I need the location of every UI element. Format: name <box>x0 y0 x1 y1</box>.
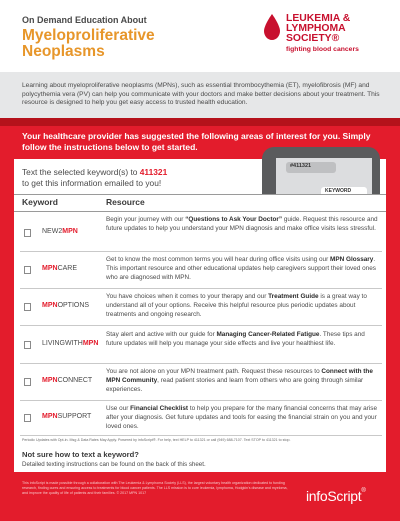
resource-description: Get to know the most common terms you will hear during office visits using our MPN Glossary. This important resource and other educational updates help caregivers support their loved ones who are diagnosed with MPN. <box>106 256 376 281</box>
phone-keyword: KEYWORD <box>325 188 352 194</box>
resource-description: Stay alert and active with our guide for Managing Cancer-Related Fatigue. These tips and future updates will help you manage your side effects and live your healthiest life. <box>106 331 365 347</box>
resource-description: Use our Financial Checklist to help you prepare for the many financial concerns that may arise after your diagnosis. Get future updates and tools for easing the financial strain on you and your loved ones. <box>106 405 378 430</box>
row-divider <box>20 435 382 436</box>
page-title <box>22 28 155 60</box>
resource-description: You have choices when it comes to your therapy and our Treatment Guide is a great way to understand all of your options. Receive this helpful resource plus periodic updates about treatments and ongoing research. <box>106 293 367 318</box>
red-panel-top-bar <box>0 118 400 126</box>
keyword-new2mpn: NEW2MPN <box>42 228 78 235</box>
keyword-mpncare: MPNCARE <box>42 265 78 272</box>
blood-drop-icon <box>262 13 282 41</box>
keyword-mpnconnect: MPNCONNECT <box>42 377 93 384</box>
not-sure-subtext: Detailed texting instructions can be found on the back of this sheet. <box>22 461 206 468</box>
short-code: 411321 <box>139 167 168 177</box>
row-divider <box>20 400 382 401</box>
checkbox[interactable] <box>24 341 31 349</box>
header-eyebrow: On Demand Education About <box>22 15 147 25</box>
table-header <box>14 194 386 212</box>
keyword-mpnoptions: MPNOPTIONS <box>42 302 90 309</box>
footer-text: This infoScript is made possible through a collaboration with The Leukemia & Lymphoma Society (LLS), the largest voluntary health organization dedicated to funding research, finding cures and ensuring access to treatments for blood cancer patients. The LLS mission is to cure leukemia, lymphoma, Hodgkin's disease and myeloma, and improve the quality of life of patients and their families. © 2017 MPN 1017 <box>22 481 288 496</box>
lls-logo-name: LEUKEMIA & LYMPHOMA SOCIETY® <box>286 13 351 44</box>
lls-logo-tagline: fighting blood cancers <box>286 46 359 53</box>
checkbox[interactable] <box>24 266 31 274</box>
callout-text: Your healthcare provider has suggested the following areas of interest for you. Simply follow the instructions below to get started. <box>22 131 371 152</box>
keyword-livingwithmpn: LIVINGWITHMPN <box>42 340 99 347</box>
phone-number: #411321 <box>290 163 312 169</box>
resource-description: Begin your journey with our “Questions to Ask Your Doctor” guide. Request this resource and future updates to help you understand your MPN diagnosis and make office visits less stressful. <box>106 216 378 232</box>
row-divider <box>20 325 382 326</box>
checkbox[interactable] <box>24 229 31 237</box>
not-sure-heading: Not sure how to text a keyword? <box>22 450 139 459</box>
checkbox[interactable] <box>24 378 31 386</box>
column-header-keyword: Keyword <box>22 197 58 207</box>
page-title-line2: Neoplasms <box>22 43 105 60</box>
instruction-prefix: Text the selected keyword(s) to <box>22 167 140 177</box>
infoscript-logo: infoScript® <box>306 488 366 504</box>
keyword-mpnsupport: MPNSUPPORT <box>42 413 92 420</box>
intro-text: Learning about myeloproliferative neoplasms (MPNs), such as essential thrombocythemia (ET), myelofibrosis (MF) and polycythemia vera (PV) can help you communicate with your doctors and make better decisions about your treatment. This resource is designed to help you get easy access to trusted health education. <box>22 82 380 107</box>
instruction-line-2: to get this information emailed to you! <box>22 178 162 188</box>
checkbox[interactable] <box>24 414 31 422</box>
row-divider <box>20 251 382 252</box>
page-title-line1: Myeloproliferative <box>22 27 155 44</box>
instruction-line-1 <box>22 167 167 177</box>
resource-description: You are not alone on your MPN treatment path. Request these resources to Connect with the MPN Community, read patient stories and learn from others who are going through similar experiences. <box>106 368 373 393</box>
row-divider <box>20 363 382 364</box>
fine-print: Periodic Updates with Opt-in. Msg & Data Rates May Apply. Powered by infoScript®. For help, text HELP to 411321 or call (949) 688-7107. Text STOP to 411321 to stop. <box>22 438 291 442</box>
column-header-resource: Resource <box>106 197 145 207</box>
row-divider <box>20 288 382 289</box>
checkbox[interactable] <box>24 303 31 311</box>
